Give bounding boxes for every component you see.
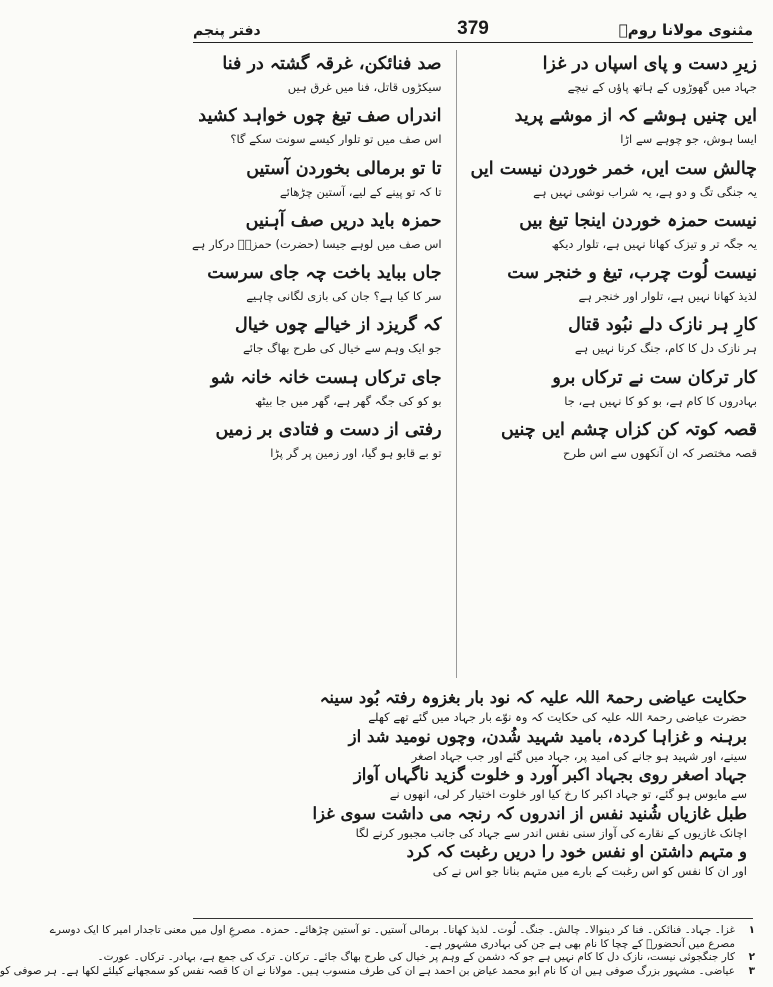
left-verse-column [189, 50, 442, 678]
section-title: دفتر پنجم [193, 23, 261, 39]
verse-line: حمزہ باید دریں صف آہنیں [245, 210, 442, 231]
column-divider [456, 50, 457, 678]
right-verse-column [471, 50, 757, 678]
verse-line: نیست حمزہ خوردن اینجا تیغ بیں [519, 210, 757, 231]
couplet [471, 102, 757, 154]
translation-line: اس صف میں تو تلوار کیسے سونت سکے گا؟ [230, 132, 442, 147]
translation-line: اس صف میں لوہے جیسا (حضرت) حمزہؓ درکار ہے [191, 236, 442, 251]
couplet [471, 207, 757, 259]
verse-line: زیرِ دست و پای اسپاں در غزا [542, 54, 757, 74]
couplet [471, 416, 757, 468]
verse-line: تا تو برمالی بخوردن آستیں [246, 158, 442, 179]
verse-line: جای ترکاں ہست خانہ خانہ شو [210, 367, 442, 388]
translation-line: تا کہ تو پینے کے لیے، آستین چڑھائے [279, 184, 442, 199]
footnote [0, 964, 755, 979]
translation-line: یہ جنگی تگ و دو ہے، یہ شراب نوشی نہیں ہے [533, 184, 757, 199]
translation-line: ایسا ہوش، جو چوہے سے اڑا [620, 132, 757, 147]
verse-line: کہ گریزد از خیالے چوں خیال [235, 315, 442, 336]
verse-line: جاں بباید باخت چہ جای سرست [207, 263, 442, 284]
couplet [189, 207, 442, 259]
story-translation-line: سے مایوس ہو گئے، تو جہاد اکبر کا رخ کیا اور خلوت اختیار کر لی، انھوں نے [389, 787, 747, 801]
footnote-marker: ۳ [748, 964, 755, 977]
couplet [189, 416, 442, 468]
story-heading-line: برہنہ و غزاہا کردہ، بامید شہید شُدن، وچوں نومید شد از [348, 726, 747, 746]
translation-line: قصہ مختصر کہ ان آنکھوں سے اس طرح [563, 446, 757, 461]
verse-line: نیست لُوت چرب، تیغ و خنجر ست [507, 263, 757, 284]
couplet [189, 364, 442, 416]
verse-line: کار ترکان ست نے ترکاں برو [552, 367, 757, 388]
verse-line: ایں چنیں ہوشے کہ از موشے پرید [514, 106, 757, 127]
verse-line: چالش ست ایں، خمر خوردن نیست ایں [470, 158, 757, 179]
footnote-text: کار جنگجوئی نیست، نازک دل کا کام نہیں ہے جو کہ دشمن کے وہم پر خیال کی طرح بھاگ جائے۔ ترکان۔ ترک کی جمع ہے، بہادر۔ ترکاں۔ عورت۔ [97, 951, 735, 963]
verse-line: اندراں صف تیغ چوں خواہد کشید [198, 106, 442, 127]
couplet [471, 364, 757, 416]
story-section [251, 686, 747, 914]
footnote-marker: ۲ [748, 951, 755, 963]
verse-line: قصہ کوتہ کن کزاں چشم ایں چنیں [500, 420, 757, 441]
story-heading-line: طبل غازیاں شُنید نفس از اندروں کہ رنجہ می داشت سوی غزا [312, 803, 747, 823]
verse-line: کارِ ہر نازک دلے نبُود قتال [568, 315, 757, 336]
couplet [189, 311, 442, 363]
verse-line: صد فنائکن، غرقہ گشتہ در فنا [222, 54, 442, 74]
verse-line: رفتی از دست و فتادی بر زمیں [215, 420, 442, 441]
translation-line: ہر نازک دل کا کام، جنگ کرنا نہیں ہے [574, 341, 757, 356]
translation-line: لذیذ کھانا نہیں ہے، تلوار اور خنجر ہے [578, 289, 757, 304]
book-title: مثنوی مولانا رومؒ [618, 21, 753, 39]
couplet [471, 259, 757, 311]
page-number: 379 [457, 18, 489, 39]
footnote-rule [193, 918, 753, 919]
translation-line: جہاد میں گھوڑوں کے ہاتھ پاؤں کے نیچے [567, 80, 757, 94]
footnote [49, 924, 755, 938]
story-heading-line: و متہم داشتن او نفس خود را دریں رغبت کہ کرد [406, 842, 747, 861]
couplet [471, 50, 757, 102]
story-translation-line: اچانک غازیوں کے نقارے کی آواز سنی نفس اندر سے جہاد کی جانب مجبور کرنے لگا [355, 825, 747, 840]
translation-line: سر کا کیا ہے؟ جان کی بازی لگانی چاہیے [246, 289, 442, 304]
story-translation-line: اور ان کا نفس کو اس رغبت کے بارے میں متہم بنانا جو اس نے کی [432, 864, 747, 878]
page-header [193, 12, 753, 43]
couplet [189, 259, 442, 311]
story-heading-line: حکایت عیاضی رحمۃ اللہ علیہ کہ نود بار بغزوہ رفتہ بُود سینہ [319, 688, 747, 707]
footnote-continuation [191, 938, 755, 952]
couplet [189, 155, 442, 207]
story-heading-line: جہاد اصغر روی بجہاد اکبر آورد و خلوت گزید ناگہاں آواز [353, 765, 747, 784]
couplet [189, 102, 442, 154]
footnote-marker: ۱ [748, 924, 755, 936]
translation-line: بو کو کی جگہ گھر ہے، گھر میں جا بیٹھ [254, 393, 442, 408]
story-translation-line: حضرت عیاضی رحمۃ اللہ علیہ کی حکایت کہ وہ نوّے بار جہاد میں گئے تھے کھلے [368, 710, 747, 724]
footnote-text: عیاضی۔ مشہور بزرگ صوفی ہیں ان کا نام ابو محمد عیاض بن احمد ہے ان کی طرف منسوب ہیں۔ مولانا نے ان کا قصہ نفس کو سمجھانے کیلئے لکھا ہے۔ ہر صوفی کو [0, 964, 735, 977]
translation-line: سیکڑوں قاتل، فنا میں غرق ہیں [287, 80, 442, 94]
couplet [471, 155, 757, 207]
translation-line: یہ جگہ تر و تیزک کھانا نہیں ہے، تلوار دیکھ [551, 236, 757, 251]
footnotes [0, 924, 755, 984]
translation-line: تو بے قابو ہو گیا، اور زمین پر گر پڑا [270, 446, 442, 461]
translation-line: بہادروں کا کام ہے، بو کو کا نہیں ہے، جا [564, 393, 757, 408]
footnote [97, 951, 755, 965]
story-translation-line: سینے، اور شہید ہو جانے کی امید پر، جہاد میں گئے اور جب جہاد اصغر [411, 748, 747, 763]
couplet [189, 50, 442, 102]
couplet [471, 311, 757, 363]
footnote-text: غزا۔ جہاد۔ فنائکن۔ فنا کر دینوالا۔ چالش۔ جنگ۔ لُوت۔ لذیذ کھانا۔ برمالی آستیں۔ تو آستین چڑھائے۔ حمزہ۔ مصرعِ اول میں معنی تاجدار امیر کا ایک دوسرے [49, 924, 735, 936]
footnote-text: مصرع میں آنحضورؐ کے چچا کا نام بھی ہے جن کی بہادری مشہور ہے۔ [423, 937, 735, 950]
verse-columns [189, 50, 757, 678]
translation-line: جو ایک وہم سے خیال کی طرح بھاگ جائے [242, 341, 442, 356]
